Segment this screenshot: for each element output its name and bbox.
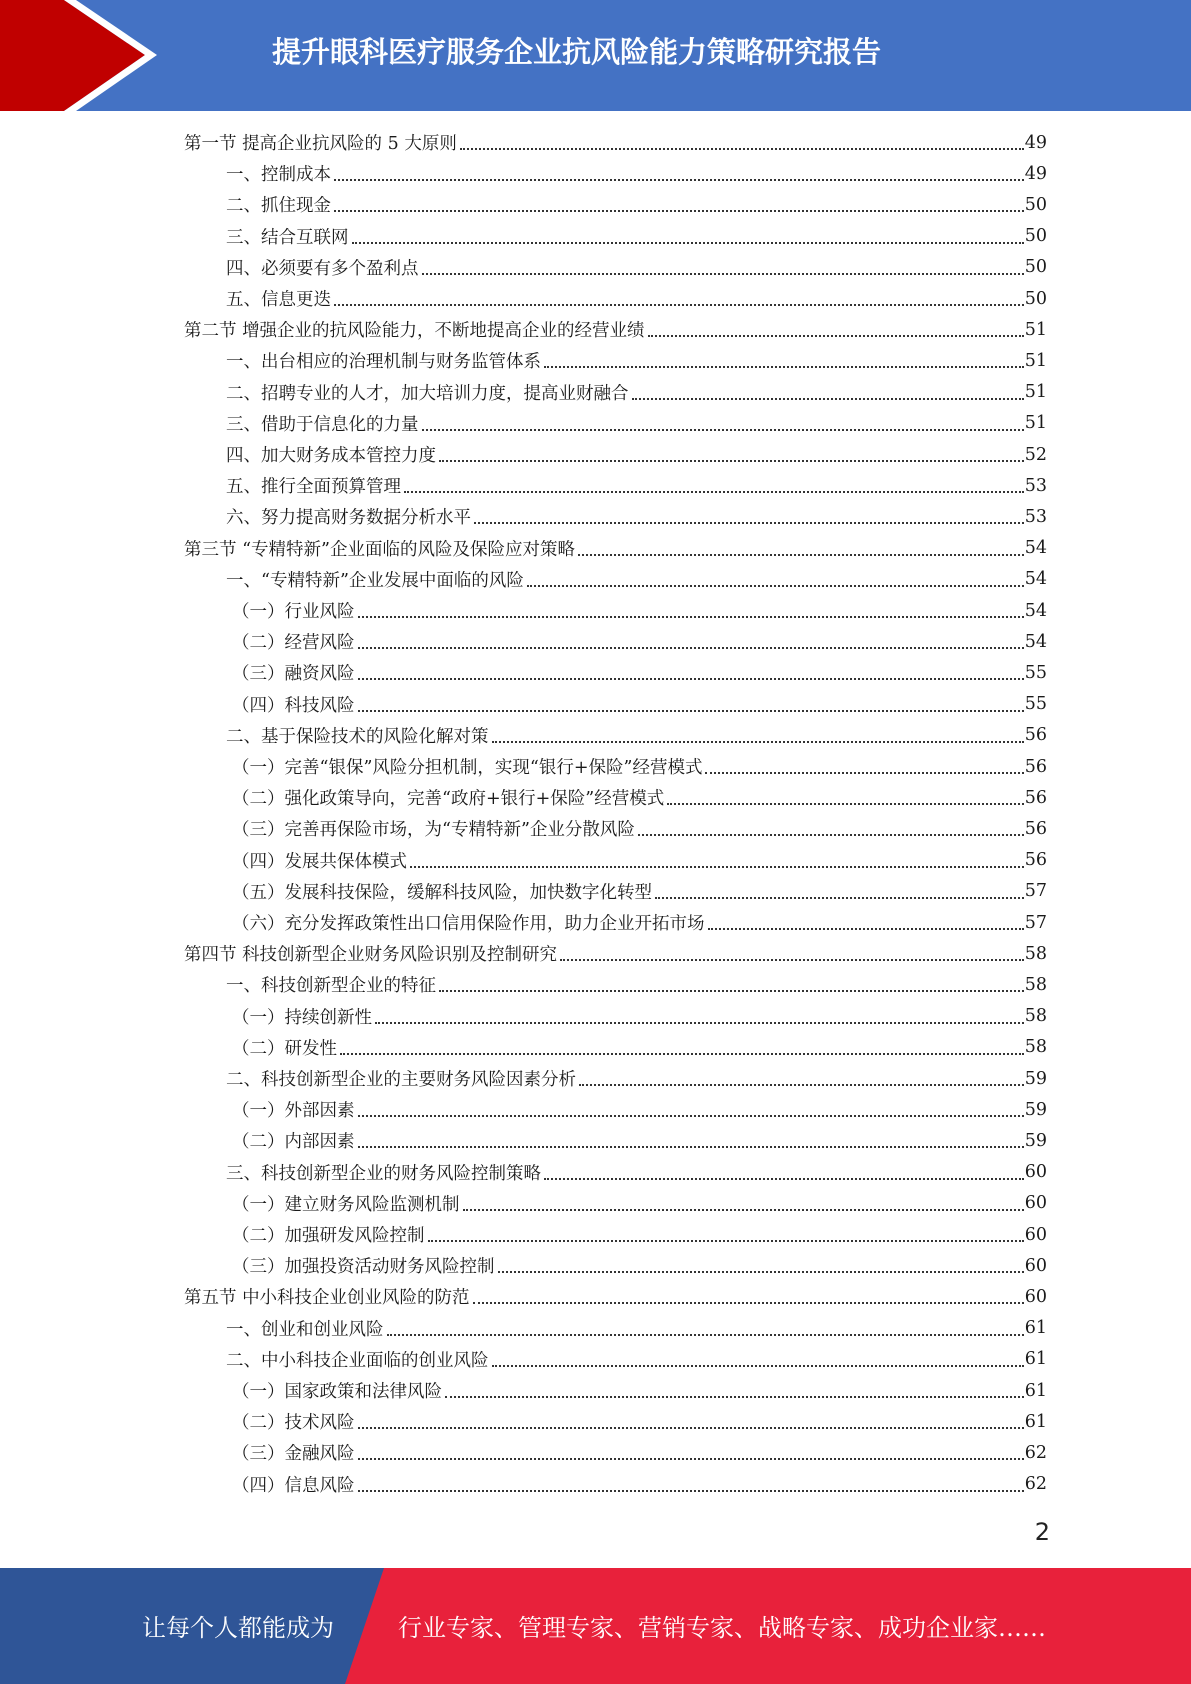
toc-entry-title: （一）国家政策和法律风险 — [232, 1382, 442, 1402]
toc-entry[interactable] — [232, 907, 1047, 938]
toc-dot-leader — [358, 615, 1024, 618]
toc-dot-leader — [422, 428, 1024, 431]
toc-entry[interactable] — [232, 1001, 1047, 1032]
toc-page-number: 60 — [1024, 1255, 1047, 1276]
toc-dot-leader — [358, 1145, 1024, 1148]
toc-page-number: 60 — [1024, 1286, 1047, 1307]
toc-entry[interactable] — [226, 1313, 1047, 1344]
toc-page-number: 60 — [1024, 1224, 1047, 1245]
footer-slogan-right: 行业专家、管理专家、营销专家、战略专家、成功企业家…… — [398, 1614, 1046, 1642]
toc-entry-title: （三）加强投资活动财务风险控制 — [232, 1257, 495, 1278]
toc-page-number: 62 — [1024, 1474, 1047, 1495]
toc-entry[interactable] — [232, 689, 1047, 720]
toc-entry-title: 四、加大财务成本管控力度 — [226, 446, 436, 466]
toc-entry[interactable] — [184, 127, 1047, 158]
toc-dot-leader — [667, 802, 1024, 805]
toc-dot-leader — [340, 1052, 1024, 1055]
toc-entry[interactable] — [226, 1063, 1047, 1094]
toc-page-number: 58 — [1024, 943, 1047, 964]
toc-entry[interactable] — [226, 470, 1047, 501]
toc-entry[interactable] — [232, 1375, 1047, 1406]
toc-page-number: 54 — [1024, 600, 1047, 621]
toc-page-number: 59 — [1024, 1068, 1047, 1089]
toc-dot-leader — [410, 865, 1024, 868]
toc-entry-title: 五、推行全面预算管理 — [226, 477, 401, 498]
toc-dot-leader — [334, 209, 1024, 212]
toc-entry[interactable] — [232, 1125, 1047, 1156]
toc-page-number: 50 — [1024, 226, 1047, 247]
toc-entry[interactable] — [226, 283, 1047, 314]
toc-entry-title: 一、“专精特新”企业发展中面临的风险 — [226, 570, 524, 591]
toc-entry-title: 二、招聘专业的人才，加大培训力度，提高业财融合 — [226, 383, 629, 404]
toc-page-number: 55 — [1024, 662, 1047, 683]
toc-entry[interactable] — [226, 439, 1047, 470]
toc-page-number: 49 — [1024, 132, 1047, 153]
toc-entry-title: （一）持续创新性 — [232, 1007, 372, 1028]
toc-entry-title: 一、创业和创业风险 — [226, 1319, 384, 1340]
toc-entry-title: 第三节 “专精特新”企业面临的风险及保险应对策略 — [184, 539, 575, 560]
toc-page-number: 58 — [1024, 974, 1047, 995]
toc-entry[interactable] — [232, 626, 1047, 657]
toc-page-number: 60 — [1024, 1193, 1047, 1214]
toc-entry[interactable] — [184, 314, 1047, 345]
toc-entry[interactable] — [226, 1157, 1047, 1188]
footer-slogan-left: 让每个人都能成为 — [142, 1614, 334, 1642]
toc-page-number: 61 — [1024, 1349, 1047, 1370]
toc-entry[interactable] — [232, 1250, 1047, 1281]
toc-page-number: 49 — [1024, 163, 1047, 184]
toc-entry-title: 一、出台相应的治理机制与财务监管体系 — [226, 352, 541, 373]
toc-entry-title: 二、抓住现金 — [226, 196, 331, 217]
toc-page-number: 51 — [1024, 382, 1047, 403]
toc-dot-leader — [492, 1364, 1024, 1367]
toc-dot-leader — [334, 303, 1024, 306]
toc-dot-leader — [544, 365, 1024, 368]
toc-entry-title: 第一节 提高企业抗风险的 5 大原则 — [184, 134, 457, 154]
toc-page-number: 59 — [1024, 1099, 1047, 1120]
toc-page-number: 54 — [1024, 631, 1047, 652]
toc-dot-leader — [358, 1457, 1024, 1460]
toc-entry-title: （三）金融风险 — [232, 1444, 355, 1465]
toc-page-number: 51 — [1024, 413, 1047, 434]
toc-page-number: 62 — [1024, 1442, 1047, 1463]
toc-dot-leader — [387, 1333, 1024, 1336]
toc-entry[interactable] — [232, 1437, 1047, 1468]
toc-entry[interactable] — [226, 1344, 1047, 1375]
toc-page-number: 59 — [1024, 1130, 1047, 1151]
toc-page-number: 56 — [1024, 756, 1047, 777]
toc-dot-leader — [358, 677, 1024, 680]
toc-dot-leader — [428, 1239, 1024, 1242]
toc-entry[interactable] — [184, 1281, 1047, 1312]
toc-entry[interactable] — [232, 751, 1047, 782]
toc-entry-title: 三、借助于信息化的力量 — [226, 414, 419, 435]
toc-entry-title: （三）完善再保险市场，为“专精特新”企业分散风险 — [232, 820, 635, 841]
toc-entry[interactable] — [232, 1469, 1047, 1500]
toc-page-number: 57 — [1024, 912, 1047, 933]
toc-dot-leader — [638, 833, 1024, 836]
document-title: 提升眼科医疗服务企业抗风险能力策略研究报告 — [272, 35, 882, 69]
toc-page-number: 50 — [1024, 257, 1047, 278]
toc-dot-leader — [708, 927, 1024, 930]
toc-page-number: 60 — [1024, 1162, 1047, 1183]
toc-dot-leader — [578, 553, 1024, 556]
toc-entry[interactable] — [226, 408, 1047, 439]
toc-entry-title: （二）技术风险 — [232, 1413, 355, 1434]
toc-entry[interactable] — [184, 938, 1047, 969]
toc-dot-leader — [404, 490, 1024, 493]
toc-entry[interactable] — [232, 782, 1047, 813]
toc-entry-title: （一）完善“银保”风险分担机制，实现“银行+保险”经营模式 — [232, 758, 703, 778]
toc-entry-title: （一）外部因素 — [232, 1101, 355, 1122]
toc-entry[interactable] — [226, 252, 1047, 283]
toc-dot-leader — [358, 646, 1024, 649]
toc-page-number: 56 — [1024, 818, 1047, 839]
toc-entry[interactable] — [226, 345, 1047, 376]
toc-dot-leader — [544, 1177, 1024, 1180]
page-header — [0, 0, 1191, 111]
toc-entry-title: （一）行业风险 — [232, 602, 355, 622]
toc-entry[interactable] — [232, 876, 1047, 907]
toc-entry-title: 第二节 增强企业的抗风险能力，不断地提高企业的经营业绩 — [184, 321, 645, 342]
toc-dot-leader — [445, 1395, 1024, 1398]
toc-page-number: 51 — [1024, 350, 1047, 371]
toc-page-number: 54 — [1024, 538, 1047, 559]
toc-page-number: 54 — [1024, 569, 1047, 590]
toc-dot-leader — [358, 1426, 1024, 1429]
toc-page-number: 53 — [1024, 475, 1047, 496]
toc-page-number: 55 — [1024, 694, 1047, 715]
toc-entry-title: （二）研发性 — [232, 1038, 337, 1059]
toc-entry[interactable] — [232, 657, 1047, 688]
page-footer — [0, 1568, 1191, 1684]
toc-page-number: 53 — [1024, 506, 1047, 527]
toc-page-number: 61 — [1024, 1318, 1047, 1339]
toc-entry-title: 二、基于保险技术的风险化解对策 — [226, 726, 489, 747]
toc-entry-title: （三）融资风险 — [232, 664, 355, 685]
toc-dot-leader — [492, 740, 1024, 743]
toc-entry-title: （四）信息风险 — [232, 1475, 355, 1496]
toc-entry[interactable] — [232, 1219, 1047, 1250]
toc-entry[interactable] — [232, 813, 1047, 844]
toc-entry-title: 二、中小科技企业面临的创业风险 — [226, 1350, 489, 1371]
toc-dot-leader — [560, 958, 1024, 961]
toc-entry[interactable] — [226, 158, 1047, 189]
toc-dot-leader — [358, 1114, 1024, 1117]
toc-dot-leader — [648, 334, 1024, 337]
toc-page-number: 51 — [1024, 319, 1047, 340]
toc-dot-leader — [358, 1489, 1024, 1492]
toc-entry-title: 一、科技创新型企业的特征 — [226, 976, 436, 997]
toc-entry-title: 三、科技创新型企业的财务风险控制策略 — [226, 1163, 541, 1184]
toc-entry-title: （二）经营风险 — [232, 633, 355, 654]
toc-dot-leader — [705, 771, 1023, 774]
toc-page-number: 50 — [1024, 194, 1047, 215]
toc-page-number: 50 — [1024, 288, 1047, 309]
toc-entry-title: （六）充分发挥政策性出口信用保险作用，助力企业开拓市场 — [232, 914, 705, 934]
toc-entry-title: 五、信息更迭 — [226, 290, 331, 310]
toc-page-number: 58 — [1024, 1037, 1047, 1058]
toc-entry[interactable] — [226, 501, 1047, 532]
toc-dot-leader — [422, 272, 1024, 275]
toc-entry[interactable] — [226, 969, 1047, 1000]
toc-entry[interactable] — [232, 1406, 1047, 1437]
toc-entry-title: 二、科技创新型企业的主要财务风险因素分析 — [226, 1070, 576, 1090]
toc-entry-title: （二）强化政策导向，完善“政府+银行+保险”经营模式 — [232, 789, 665, 810]
toc-entry[interactable] — [226, 377, 1047, 408]
toc-entry-title: 三、结合互联网 — [226, 227, 349, 248]
toc-entry[interactable] — [232, 1032, 1047, 1063]
toc-dot-leader — [498, 1270, 1024, 1273]
toc-dot-leader — [579, 1083, 1024, 1086]
toc-dot-leader — [439, 459, 1024, 462]
toc-page-number: 61 — [1024, 1411, 1047, 1432]
toc-page-number: 52 — [1024, 444, 1047, 465]
toc-dot-leader — [527, 584, 1024, 587]
page-number: 2 — [1034, 1518, 1050, 1546]
toc-dot-leader — [463, 1208, 1024, 1211]
toc-entry-title: （一）建立财务风险监测机制 — [232, 1194, 460, 1215]
toc-entry-title: 六、努力提高财务数据分析水平 — [226, 508, 471, 529]
toc-entry-title: 一、控制成本 — [226, 165, 331, 186]
toc-entry[interactable] — [184, 533, 1047, 564]
toc-dot-leader — [334, 178, 1024, 181]
toc-dot-leader — [358, 709, 1024, 712]
toc-page-number: 58 — [1024, 1006, 1047, 1027]
toc-page-number: 61 — [1024, 1380, 1047, 1401]
toc-entry[interactable] — [232, 595, 1047, 626]
toc-entry-title: （五）发展科技保险，缓解科技风险，加快数字化转型 — [232, 882, 652, 903]
toc-entry[interactable] — [232, 1094, 1047, 1125]
toc-entry-title: （二）加强研发风险控制 — [232, 1226, 425, 1246]
toc-dot-leader — [655, 896, 1024, 899]
toc-dot-leader — [474, 521, 1024, 524]
toc-entry[interactable] — [226, 720, 1047, 751]
toc-entry[interactable] — [232, 1188, 1047, 1219]
toc-dot-leader — [352, 241, 1024, 244]
toc-dot-leader — [439, 989, 1024, 992]
toc-page-number: 57 — [1024, 881, 1047, 902]
toc-entry[interactable] — [226, 221, 1047, 252]
toc-page-number: 56 — [1024, 725, 1047, 746]
toc-entry-title: 四、必须要有多个盈利点 — [226, 258, 419, 279]
toc-dot-leader — [460, 147, 1024, 150]
toc-page-number: 56 — [1024, 850, 1047, 871]
toc-entry-title: （四）发展共保体模式 — [232, 851, 407, 872]
toc-dot-leader — [473, 1301, 1024, 1304]
toc-entry[interactable] — [226, 564, 1047, 595]
toc-dot-leader — [632, 397, 1024, 400]
toc-entry-title: （二）内部因素 — [232, 1132, 355, 1153]
toc-entry-title: 第四节 科技创新型企业财务风险识别及控制研究 — [184, 945, 558, 966]
toc-entry[interactable] — [232, 845, 1047, 876]
toc-page-number: 56 — [1024, 787, 1047, 808]
toc-entry-title: （四）科技风险 — [232, 695, 355, 716]
toc-entry[interactable] — [226, 189, 1047, 220]
toc-entry-title: 第五节 中小科技企业创业风险的防范 — [184, 1288, 470, 1309]
toc-dot-leader — [375, 1021, 1024, 1024]
